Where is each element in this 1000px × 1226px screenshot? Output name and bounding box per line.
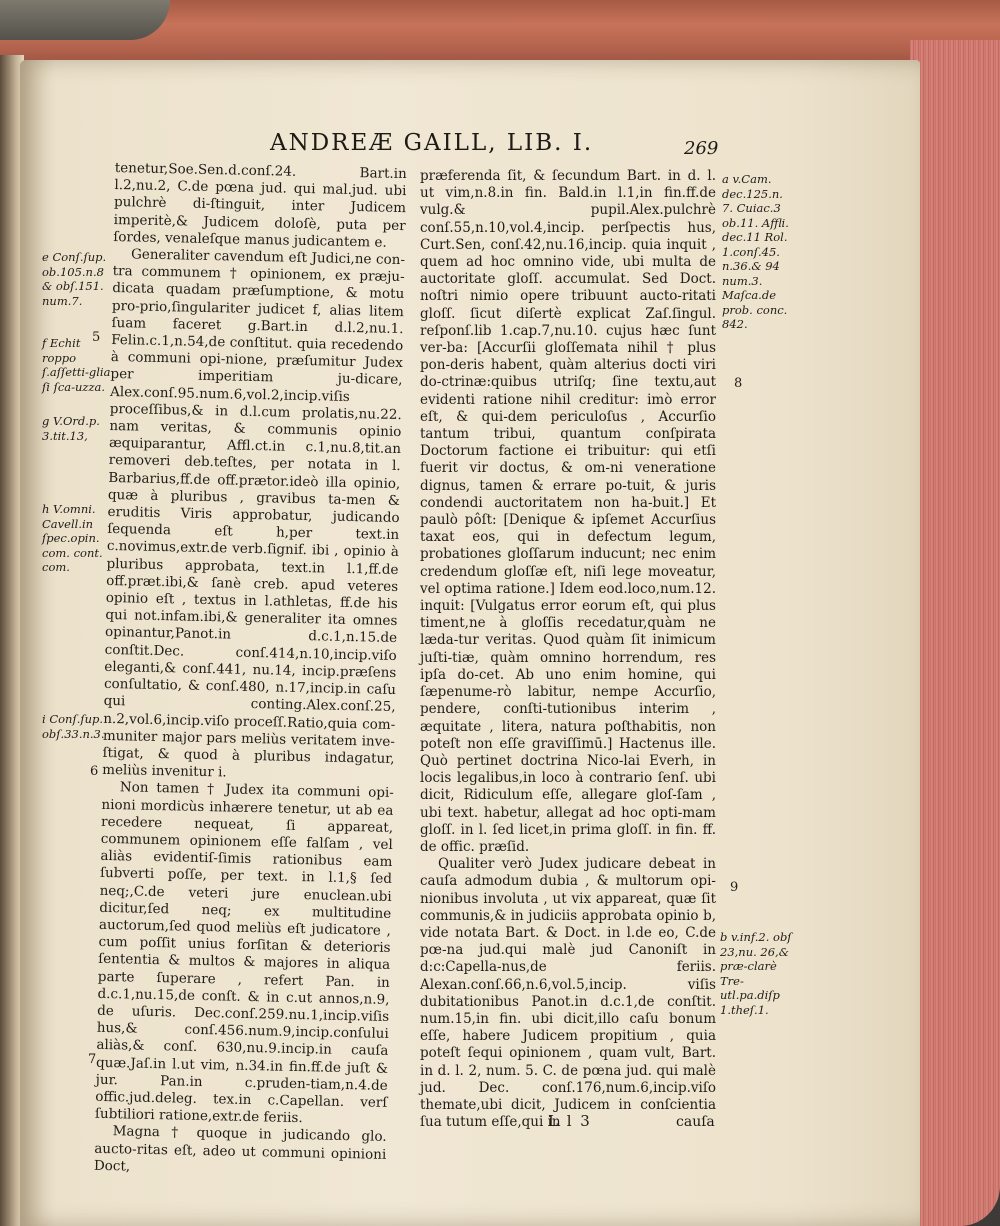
left-paragraph-4: Magna † quoque in judicando glo. aucto-ritas eſt, adeo ut communi opinioni Doct, [93, 1123, 387, 1175]
right-paragraph-2: Qualiter verò Judex judicare debeat in cauſa admodum dubia , & multorum opi-nionibus involuta , ut vix appareat, quæ ſit communis,& in judiciis approbata opinio b, vide notata Bart. & Doct. in l.de eo, C.de pœ-na jud.qui malè jud Canoniſt in d:c:Capella-nus,de feriis. Alexan.conſ.66,n.6,vol.5,incip. viſis dubitationibus Panot.in d.c.1,de conſtit. num.15,in fin. ubi dicit,illo caſu bonum eſſe, habere Judicem propitium , quia poteſt ſequi opinionem , quam vult, Bart. in d. l. 2, num. 5. C. de pœna jud. qui malè jud. Dec. conſ.176,num.6,incip.viſo themate,ubi dicit, Judicem in conſcientia ſua tutum eſſe,qui in [420, 856, 716, 1131]
margin-note-e: e Conſ.ſup. ob.105.n.8 & obſ.151. num.7. [42, 250, 107, 308]
margin-note-i: i Conſ.ſup. obſ.33.n.3. [42, 712, 105, 741]
signature-mark: L l 3 [548, 1112, 592, 1130]
right-column [420, 168, 716, 1131]
red-fore-edge [910, 40, 1000, 1226]
page-number: 269 [684, 138, 719, 159]
margin-note-h: h V.omni. Cavell.in ſpec.opin. com. cont. com. [42, 502, 103, 574]
paragraph-number-5: 5 [92, 330, 101, 345]
right-paragraph-1: præferenda ſit, & ſecundum Bart. in d. l. ut vim,n.8.in fin. Bald.in l.1,in fin.ff.de vulg.& pupil.Alex.pulchrè conſ.55,n.10,vol.4,incip. perſpectis hus, Curt.Sen, conſ.42,nu.16,incip. quia inquit , quem ad hoc omnino vide, ubi multa de auctoritate gloſſ. accumulat. Sed Doct. noſtri nimio opere tribuunt aucto-ritati gloſſ. ſicut diſertè explicat Zaſ.ſingul. reſponſ.lib 1.cap.7,nu.10. cujus hæc ſunt ver-ba: [Accurſii gloſſemata nihil † plus pon-deris habent, quàm alterius docti viri do-ctrinæ:quibus utriſq; ſine textu,aut evidenti ratione nihil creditur: imò error eſt, & qui-dem periculoſus , Accurſio tantum tribui, quantum conſpirata Doctorum factione ei tribuitur: qui etſi fuerit vir doctus, & om-ni veneratione dignus, tamen & errare po-tuit, & juris condendi auctoritatem non ha-buit.] Et paulò pôſt: [Denique & ipſemet Accurſius taxat eos, qui in defectum legum, probationes gloſſarum inducunt; nec enim credendum gloſſæ eſt, niſi lege moveatur, vel optima ratione.] Idem eod.loco,num.12. inquit: [Vulgatus error eorum eſt, qui plus timent,ne à gloſſis recedatur,quàm ne læda-tur veritas. Quod quàm ſit inimicum juſti-tiæ, quàm omnino horrendum, res ipſa do-cet. Ab uno enim homine, qui ſæpenume-rò labitur, nempe Accurſio, pendere, conſti-tutionibus interim , æquitate , litera, natura poſthabitis, non poteſt non eſſe graviſſimū.] Hactenus ille. Quò pertinet doctrina Nico-lai Everh, in locis legalibus,in loco à contrario ſenſ. ubi dicit, Ridiculum eſſe, allegare gloſ-ſam , ubi text. habetur, allegat ad hoc opti-mam gloſſ. in l. ſed licet,in prima gloſſ. in fin. ff. de offic. præſid. [420, 168, 716, 855]
margin-note-a: a v.Cam. dec.125.n. 7. Cuiac.3 ob.11. Affli. dec.11 Rol. 1.conſ.45. n.36.& 94 num.3. Maſca.de prob. conc. 842. [722, 172, 789, 331]
running-title: ANDREÆ GAILL, LIB. I. [270, 130, 594, 156]
catchword: cauſa [676, 1114, 715, 1130]
paragraph-number-9: 9 [730, 880, 739, 895]
paragraph-number-7: 7 [88, 1052, 97, 1067]
margin-note-b: b v.inf.2. obſ 23,nu. 26,& præ-clarè Tre-utl.pa.diſp 1.theſ.1. [720, 930, 792, 1017]
left-paragraph-2: Generaliter cavendum eſt Judici,ne con-tra communem † opinionem, ex præju-dicata quadam præſumptione, & motu pro-prio,ſingulariter judicet f, alias litem ſuam faceret g.Bart.in d.l.2,nu.1. Felin.c.1,n.54,de conſtitut. quia recedendo à communi opi-nione, præſumitur Judex per imperitiam ju-dicare, Alex.conſ.95.num.6,vol.2,incip.viſis proceſſibus,& in d.l.cum prolatis,nu.22. nam veritas, & communis opinio æquiparantur, Affl.ct.in c.1,nu.8,tit.an removeri deb.teſtes, per notata in l. Barbarius,ff.de off.prætor.ideò illa opinio, quæ à pluribus , gravibus ta-men & eruditis Viris approbatur, judicando ſequenda eſt h,per text.in c.novimus,extr.de verb.ſignif. ibi , opinio à pluribus approbata, text.in l.1,ff.de off.præt.ibi,& ſanè creb. apud veteres opinio eſt , textus in l.athletas, ff.de his qui not.infam.ibi,& generaliter ita omnes opinantur,Panot.in d.c.1,n.15.de conſtit.Dec. conſ.414,n.10,incip.viſo eleganti,& conſ.441, nu.14, incip.præſens conſultatio, & conſ.480, n.17,incip.in caſu qui conting.Alex.conſ.25, n.2,vol.6,incip.viſo proceſſ.Ratio,quia com-muniter major pars meliùs veritatem inve-ſtigat, & quod à pluribus indagatur, meliùs invenitur i. [102, 246, 406, 781]
margin-note-g: g V.Ord.p. 3.tit.13, [42, 414, 100, 443]
left-paragraph-3: Non tamen † Judex ita communi opi-nioni mordicùs inhærere tenetur, ut ab ea recedere nequeat, ſi appareat, communem opinionem eſſe falſam , vel aliàs evidentiſ-ſimis rationibus eam ſubverti poſſe, per text. in l.1,§ ſed neq;,C.de veteri jure enuclean.ubi dicitur,ſed neq; ex multitudine auctorum,ſed quod meliùs eſt judicatore , cum poſſit unius forſitan & deterioris ſententia & multos & majores in aliqua parte ſuperare , refert Pan. in d.c.1,nu.15,de conſt. & in c.ut annos,n.9, de uſuris. Dec.conſ.259.nu.1,incip.viſis hus,& conſ.456.num.9,incip.conſului aliàs,& conſ. 630,nu.9.incip.in cauſa quæ.Jaſ.in l.ut vim, n.34.in fin.ff.de juſt & jur. Pan.in c.pruden-tiam,n.4.de offic.jud.deleg. tex.in c.Capellan. verſ ſubtiliori ratione,extr.de feriis. [94, 779, 394, 1127]
left-column [94, 160, 407, 1181]
paragraph-number-6: 6 [90, 764, 99, 779]
left-paragraph-1: tenetur,Soe.Sen.d.conſ.24. Bart.in l.2,nu.2, C.de pœna jud. qui mal.jud. ubi pulchrè di-ſtinguit, inter Judicem imperitè,& Judicem doloſè, puta per ſordes, venaleſque manus judicantem e. [113, 160, 407, 251]
paragraph-number-8: 8 [734, 376, 743, 391]
book-clasp [0, 0, 170, 40]
margin-note-f: f Echit roppo ſ.aſſetti-glia ſi ſca-uzza. [42, 336, 111, 394]
